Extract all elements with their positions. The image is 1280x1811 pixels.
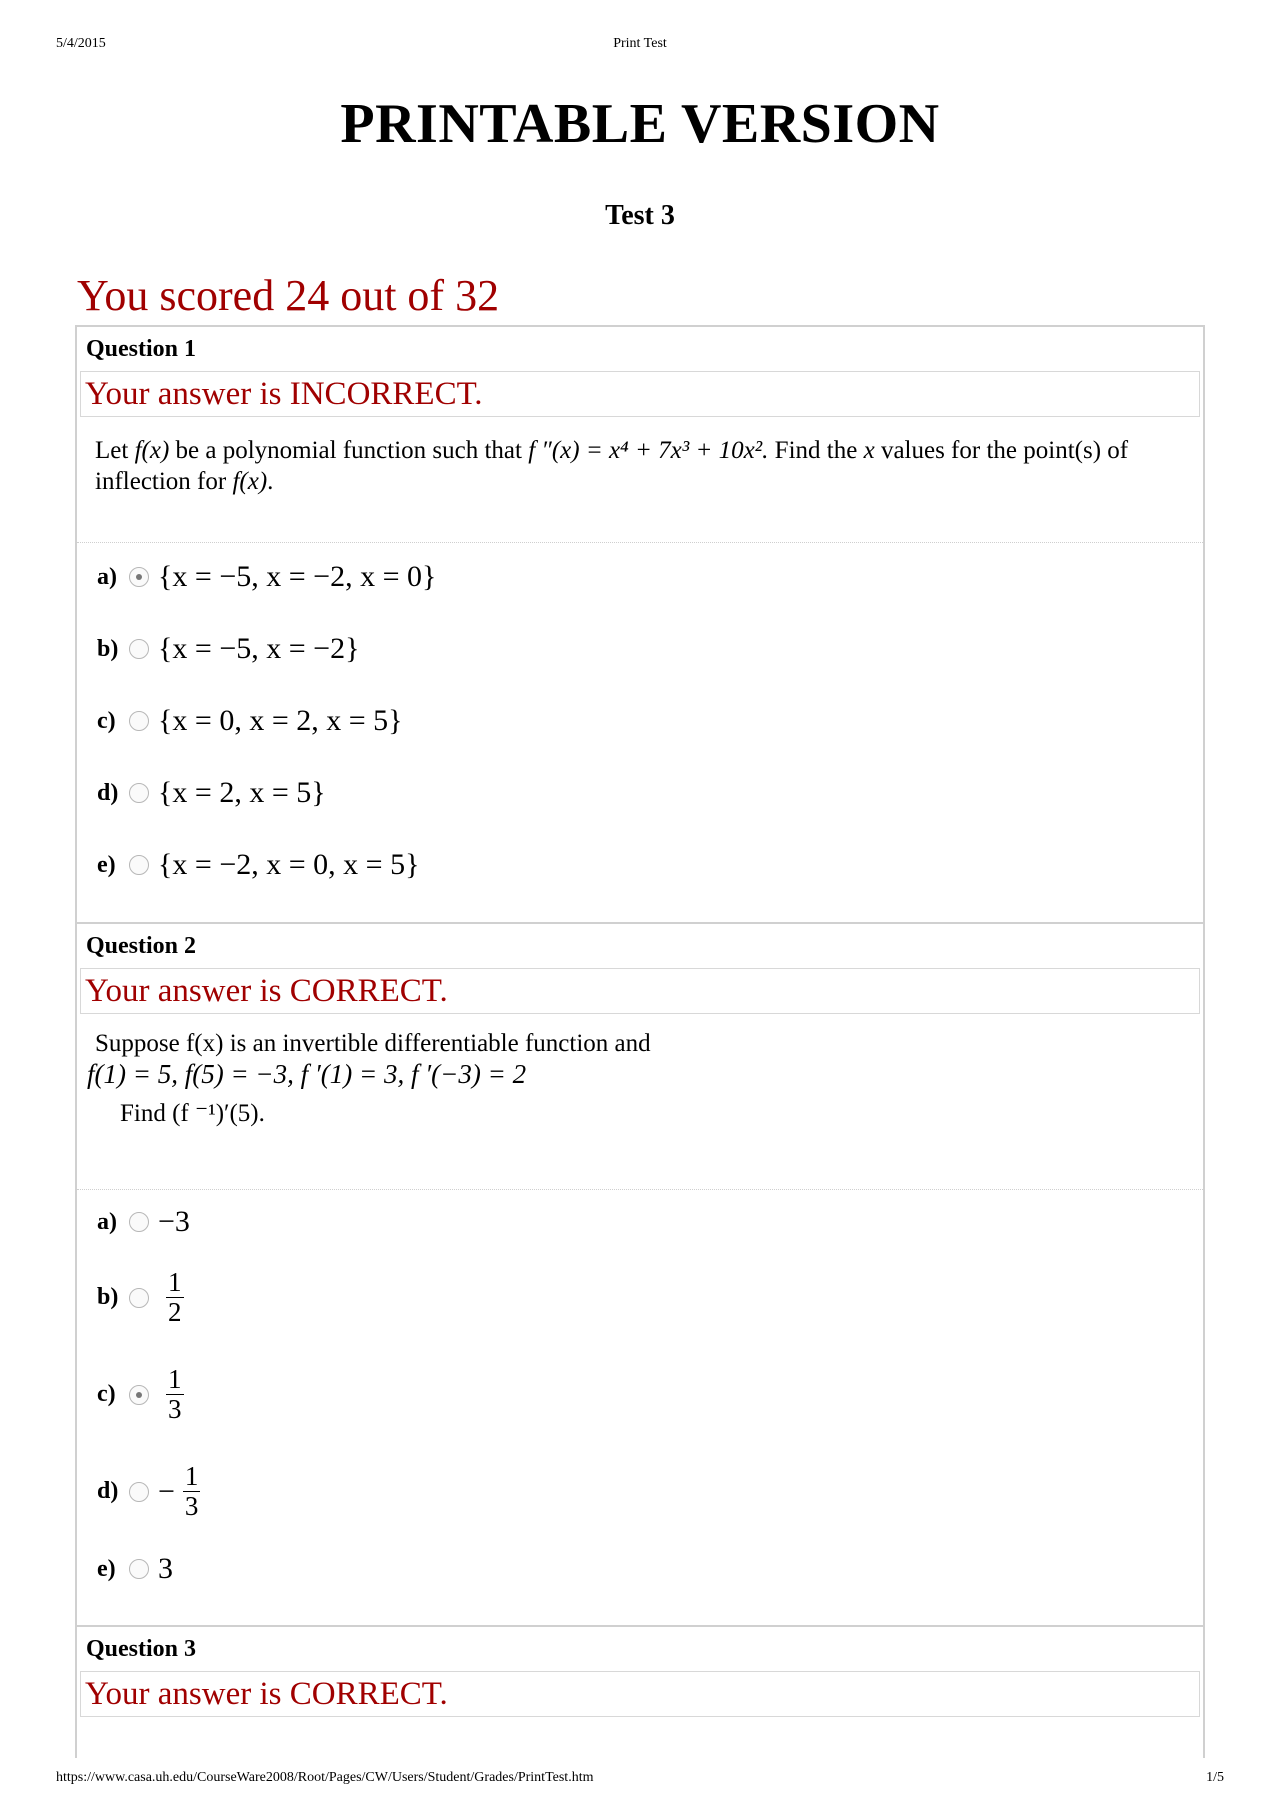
answer-verdict: Your answer is CORRECT.: [80, 968, 1200, 1014]
option-c[interactable]: c) $\frac{1}{3}$: [97, 1364, 182, 1424]
fraction: $\frac{1}{3}$: [168, 1364, 182, 1424]
option-b[interactable]: b) {x = −5, x = −2}: [97, 632, 360, 665]
print-url: https://www.casa.uh.edu/CourseWare2008/Root/Pages/CW/Users/Student/Grades/PrintTest.htm: [56, 1770, 594, 1785]
radio-button[interactable]: [129, 711, 149, 731]
fraction: $\frac{1}{2}$: [168, 1267, 182, 1327]
radio-button[interactable]: [129, 639, 149, 659]
radio-button[interactable]: [129, 567, 149, 587]
question-stem: Suppose f(x) is an invertible differentiable function and f(1) = 5, f(5) = −3, f ′(1) = 3, f ′(−3) = 2 Find (f ⁻¹)′(5).: [77, 1014, 1203, 1190]
question-1: [75, 325, 1205, 923]
radio-button[interactable]: [129, 1385, 149, 1405]
answer-verdict: Your answer is CORRECT.: [80, 1671, 1200, 1717]
option-a[interactable]: a) {x = −5, x = −2, x = 0}: [97, 560, 437, 593]
radio-button[interactable]: [129, 1212, 149, 1232]
question-label: Question 3: [86, 1636, 197, 1662]
radio-button[interactable]: [129, 1288, 149, 1308]
answer-verdict: Your answer is INCORRECT.: [80, 371, 1200, 417]
option-e[interactable]: e) 3: [97, 1552, 173, 1585]
radio-button[interactable]: [129, 1482, 149, 1502]
question-label: Question 2: [86, 933, 197, 959]
print-page-title: Print Test: [613, 36, 667, 51]
option-e[interactable]: e) {x = −2, x = 0, x = 5}: [97, 848, 420, 881]
option-d[interactable]: d) {x = 2, x = 5}: [97, 776, 326, 809]
question-3: [75, 1625, 1205, 1758]
score-summary: You scored 24 out of 32: [77, 271, 500, 320]
option-d[interactable]: d) − $\frac{1}{3}$: [97, 1461, 199, 1521]
radio-button[interactable]: [129, 1559, 149, 1579]
page-title: PRINTABLE VERSION: [340, 93, 940, 155]
radio-button[interactable]: [129, 783, 149, 803]
question-label: Question 1: [86, 336, 197, 362]
print-date: 5/4/2015: [56, 36, 106, 51]
option-b[interactable]: b) $\frac{1}{2}$: [97, 1267, 182, 1327]
test-name: Test 3: [605, 200, 675, 231]
question-stem: Let f(x) be a polynomial function such that f ″(x) = x⁴ + 7x³ + 10x². Find the x values for the point(s) of inflection for f(x).: [77, 417, 1203, 543]
question-2: [75, 922, 1205, 1626]
option-c[interactable]: c) {x = 0, x = 2, x = 5}: [97, 704, 403, 737]
option-a[interactable]: a) −3: [97, 1205, 190, 1238]
radio-button[interactable]: [129, 855, 149, 875]
print-page-number: 1/5: [1206, 1770, 1224, 1785]
fraction: $\frac{1}{3}$: [184, 1461, 199, 1521]
